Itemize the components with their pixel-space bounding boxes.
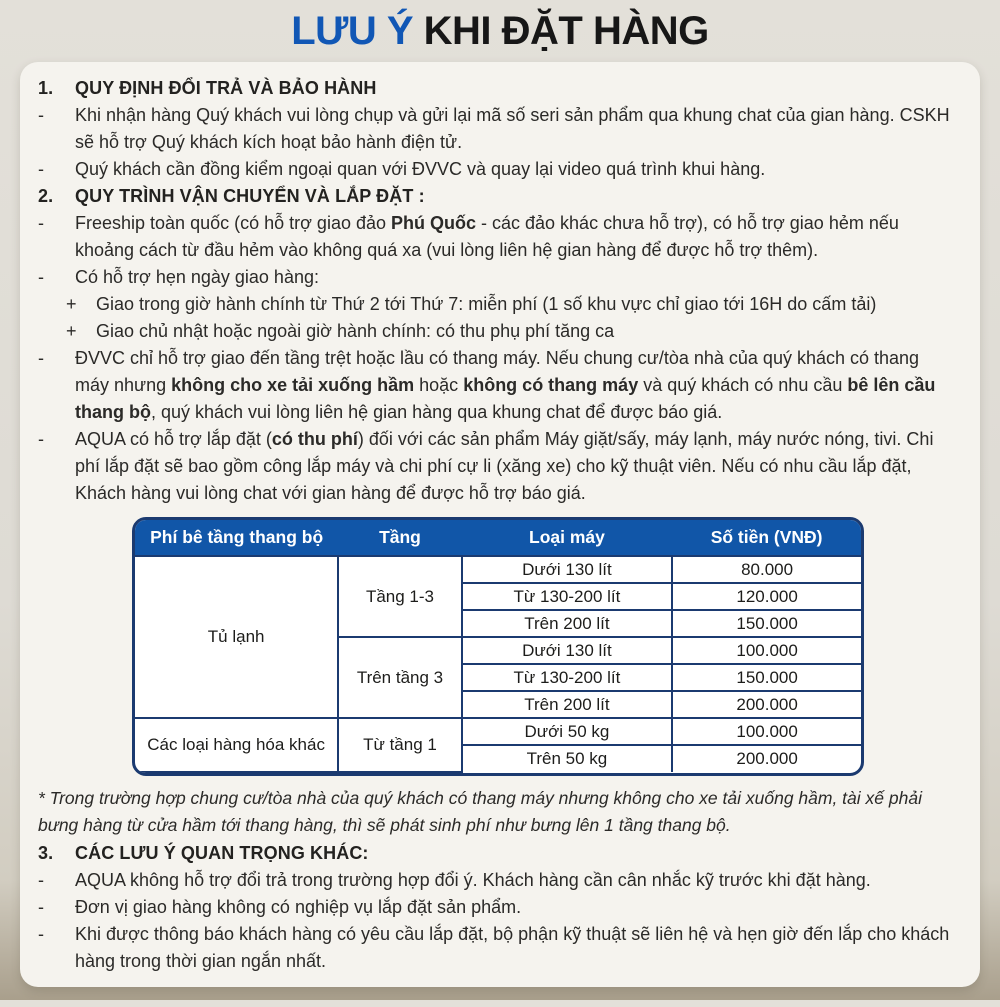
bullet-marker: + [66, 294, 77, 314]
page-title-highlight: LƯU Ý [291, 9, 414, 53]
notes-card [20, 62, 980, 987]
bullet-item [38, 867, 958, 894]
section-heading-text: QUY TRÌNH VẬN CHUYỂN VÀ LẮP ĐẶT : [75, 186, 425, 206]
floor-cell: Trên tầng 3 [338, 637, 461, 718]
table-row [135, 556, 861, 583]
table-header-cell: Tầng [338, 520, 461, 556]
price-cell: 80.000 [672, 556, 861, 583]
bullet-marker: - [38, 348, 44, 368]
price-cell: 150.000 [672, 610, 861, 637]
category-cell: Các loại hàng hóa khác [135, 718, 338, 772]
table-header-row [135, 520, 861, 556]
section-2-heading [38, 183, 958, 210]
table-header-cell: Loại máy [462, 520, 673, 556]
price-cell: 200.000 [672, 691, 861, 718]
type-cell: Dưới 130 lít [462, 556, 673, 583]
bullet-text: Giao chủ nhật hoặc ngoài giờ hành chính: có thu phụ phí tăng ca [96, 321, 615, 341]
bullet-marker: - [38, 213, 44, 233]
floor-cell: Từ tầng 1 [338, 718, 461, 772]
category-cell: Tủ lạnh [135, 556, 338, 718]
section-number: 2. [38, 186, 54, 206]
bullet-item [38, 426, 958, 507]
price-cell: 200.000 [672, 745, 861, 772]
section-heading-text: CÁC LƯU Ý QUAN TRỌNG KHÁC: [75, 843, 369, 863]
bullet-text: Freeship toàn quốc (có hỗ trợ giao đảo Phú Quốc - các đảo khác chưa hỗ trợ), có hỗ trợ giao hẻm nếu khoảng cách từ đầu hẻm vào không quá xa (vui lòng liên hệ gian hàng để được hỗ trợ thêm). [75, 213, 899, 260]
bullet-item [38, 894, 958, 921]
type-cell: Trên 50 kg [462, 745, 673, 772]
section-number: 1. [38, 78, 54, 98]
type-cell: Dưới 50 kg [462, 718, 673, 745]
bullet-marker: - [38, 267, 44, 287]
bullet-text: AQUA có hỗ trợ lắp đặt (có thu phí) đối với các sản phẩm Máy giặt/sấy, máy lạnh, máy nước nóng, tivi. Chi phí lắp đặt sẽ bao gồm công lắp máy và chi phí cự li (xăng xe) cho kỹ thuật viên. Nếu có nhu cầu lắp đặt, Khách hàng vui lòng chat với gian hàng để được hỗ trợ báo giá. [75, 429, 934, 503]
table-footnote: * Trong trường hợp chung cư/tòa nhà của quý khách có thang máy nhưng không cho xe tải xuống hầm, tài xế phải bưng hàng từ cửa hầm tới thang hàng, thì sẽ phát sinh phí như bưng lên 1 tầng thang bộ. [38, 788, 922, 835]
bullet-text: AQUA không hỗ trợ đổi trả trong trường hợp đổi ý. Khách hàng cần cân nhắc kỹ trước khi đặt hàng. [75, 870, 871, 890]
bullet-marker: - [38, 924, 44, 944]
bullet-text: Khi được thông báo khách hàng có yêu cầu lắp đặt, bộ phận kỹ thuật sẽ liên hệ và hẹn giờ đến lắp cho khách hàng trong thời gian ngắn nhất. [75, 924, 950, 971]
section-1-heading [38, 75, 958, 102]
bullet-item [38, 156, 958, 183]
sub-bullet-item [38, 291, 958, 318]
page-title-rest: KHI ĐẶT HÀNG [423, 9, 709, 53]
bullet-item [38, 102, 958, 156]
bullet-marker: - [38, 429, 44, 449]
section-number: 3. [38, 843, 54, 863]
bullet-text: Quý khách cần đồng kiểm ngoại quan với ĐVVC và quay lại video quá trình khui hàng. [75, 159, 766, 179]
bullet-marker: + [66, 321, 77, 341]
bullet-text: Giao trong giờ hành chính từ Thứ 2 tới Thứ 7: miễn phí (1 số khu vực chỉ giao tới 16H do cấm tải) [96, 294, 877, 314]
page-title [0, 7, 1000, 55]
bullet-text: Khi nhận hàng Quý khách vui lòng chụp và gửi lại mã số seri sản phẩm qua khung chat của gian hàng. CSKH sẽ hỗ trợ Quý khách kích hoạt bảo hành điện tử. [75, 105, 950, 152]
bullet-marker: - [38, 105, 44, 125]
bullet-item [38, 264, 958, 291]
bullet-marker: - [38, 870, 44, 890]
type-cell: Từ 130-200 lít [462, 583, 673, 610]
floor-cell: Tầng 1-3 [338, 556, 461, 637]
bullet-item [38, 210, 958, 264]
bullet-marker: - [38, 897, 44, 917]
bullet-marker: - [38, 159, 44, 179]
bullet-item [38, 345, 958, 426]
fee-table [132, 517, 864, 776]
bullet-text: ĐVVC chỉ hỗ trợ giao đến tầng trệt hoặc lầu có thang máy. Nếu chung cư/tòa nhà của quý khách có thang máy nhưng không cho xe tải xuống hầm hoặc không có thang máy và quý khách có nhu cầu bê lên cầu thang bộ, quý khách vui lòng liên hệ gian hàng qua khung chat để được báo giá. [75, 348, 936, 422]
bullet-item [38, 921, 958, 975]
table-row [135, 718, 861, 745]
price-cell: 100.000 [672, 718, 861, 745]
table-header-cell: Phí bê tầng thang bộ [135, 520, 338, 556]
sub-bullet-item [38, 318, 958, 345]
bullet-text: Đơn vị giao hàng không có nghiệp vụ lắp đặt sản phẩm. [75, 897, 522, 917]
type-cell: Từ 130-200 lít [462, 664, 673, 691]
price-cell: 100.000 [672, 637, 861, 664]
price-cell: 120.000 [672, 583, 861, 610]
type-cell: Trên 200 lít [462, 691, 673, 718]
type-cell: Trên 200 lít [462, 610, 673, 637]
price-cell: 150.000 [672, 664, 861, 691]
bullet-text: Có hỗ trợ hẹn ngày giao hàng: [75, 267, 319, 287]
section-3-heading [38, 840, 958, 867]
section-heading-text: QUY ĐỊNH ĐỔI TRẢ VÀ BẢO HÀNH [75, 78, 377, 98]
type-cell: Dưới 130 lít [462, 637, 673, 664]
table-header-cell: Số tiền (VNĐ) [672, 520, 861, 556]
